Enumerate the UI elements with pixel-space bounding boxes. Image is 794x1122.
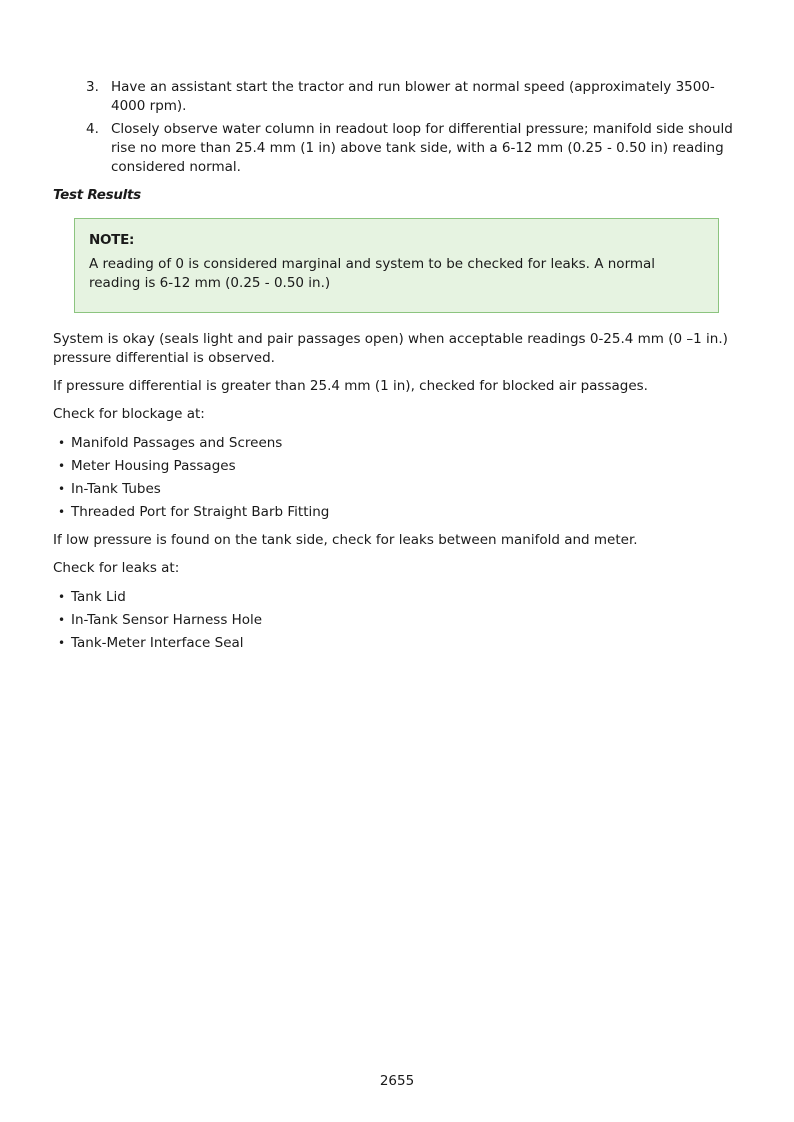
list-item (58, 634, 262, 657)
bullet-icon: • (58, 613, 66, 627)
paragraph-check-leaks: Check for leaks at: (53, 560, 180, 576)
paragraph-system-ok: System is okay (seals light and pair passages open) when acceptable readings 0-25.4 mm (0 –1 in.) pressure differential is observed. (53, 331, 728, 366)
step-number: 4. (86, 121, 99, 137)
step-text: Closely observe water column in readout loop for differential pressure; manifold side should rise no more than 25.4 mm (1 in) above tank side, with a 6-12 mm (0.25 - 0.50 in) reading considered normal. (111, 121, 733, 175)
step-number: 3. (86, 79, 99, 95)
list-item (58, 503, 329, 526)
paragraph-check-blockage: Check for blockage at: (53, 406, 205, 422)
note-box (74, 218, 719, 313)
paragraph-pressure-greater: If pressure differential is greater than 25.4 mm (1 in), checked for blocked air passages. (53, 378, 648, 394)
list-item-text: Meter Housing Passages (71, 458, 236, 474)
bullet-icon: • (58, 636, 66, 650)
list-item (58, 611, 262, 634)
note-title: NOTE: (89, 232, 135, 248)
leak-list (58, 588, 262, 657)
paragraph-low-pressure: If low pressure is found on the tank side, check for leaks between manifold and meter. (53, 532, 638, 548)
list-item (58, 588, 262, 611)
page-number: 2655 (379, 1073, 415, 1089)
list-item (58, 480, 329, 503)
list-item (58, 457, 329, 480)
step-text: Have an assistant start the tractor and run blower at normal speed (approximately 3500-4000 rpm). (111, 79, 715, 114)
list-item-text: Tank Lid (71, 589, 126, 605)
bullet-icon: • (58, 436, 66, 450)
blockage-list (58, 434, 329, 526)
list-item-text: In-Tank Sensor Harness Hole (71, 612, 263, 628)
bullet-icon: • (58, 505, 66, 519)
list-item-text: Threaded Port for Straight Barb Fitting (71, 504, 330, 520)
list-item-text: Manifold Passages and Screens (71, 435, 283, 451)
list-item-text: In-Tank Tubes (71, 481, 161, 497)
procedure-steps (86, 78, 736, 181)
list-item (58, 434, 329, 457)
section-heading: Test Results (53, 187, 141, 203)
bullet-icon: • (58, 459, 66, 473)
bullet-icon: • (58, 590, 66, 604)
bullet-icon: • (58, 482, 66, 496)
note-text: A reading of 0 is considered marginal and system to be checked for leaks. A normal reading is 6-12 mm (0.25 - 0.50 in.) (89, 256, 656, 291)
procedure-step (86, 120, 736, 177)
procedure-step (86, 78, 736, 116)
list-item-text: Tank-Meter Interface Seal (71, 635, 244, 651)
